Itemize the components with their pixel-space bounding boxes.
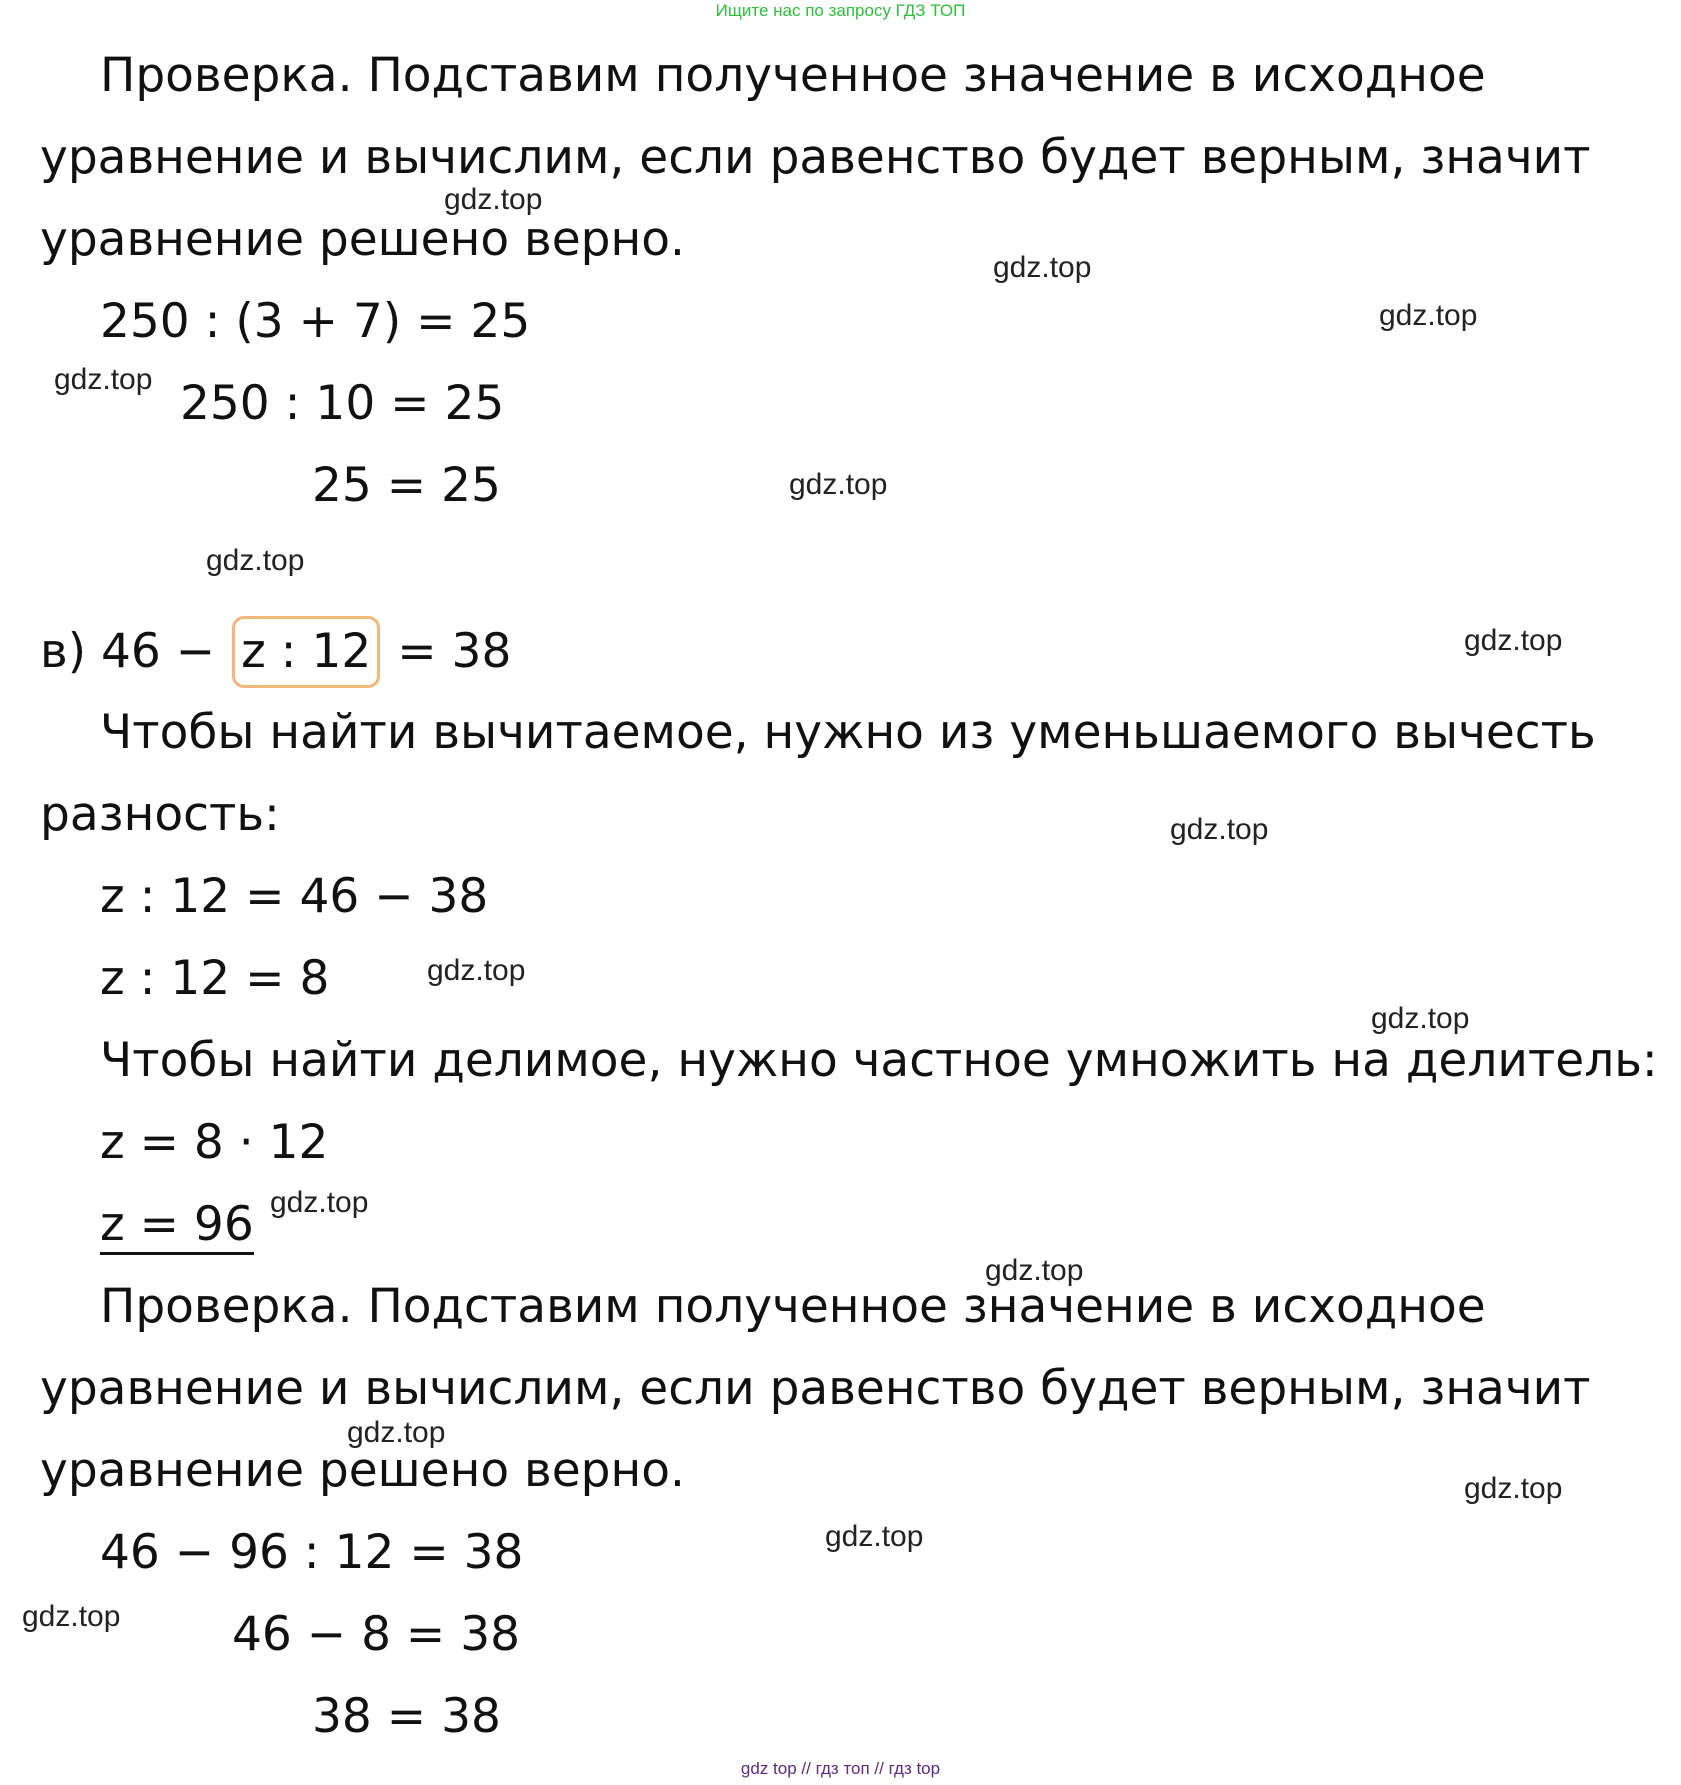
rule-subtrahend-line-2: разность: xyxy=(40,787,280,842)
solution-equation-2: z : 12 = 8 xyxy=(100,951,330,1006)
watermark: gdz.top xyxy=(825,1520,924,1553)
watermark: gdz.top xyxy=(1170,813,1269,846)
equation-v-rest: = 38 xyxy=(397,624,512,679)
check-equation-2: 250 : 10 = 25 xyxy=(180,376,505,431)
watermark: gdz.top xyxy=(985,1254,1084,1287)
equation-v xyxy=(40,622,511,682)
highlighted-subtrahend: z : 12 xyxy=(232,616,380,688)
watermark: gdz.top xyxy=(1464,1472,1563,1505)
watermark: gdz.top xyxy=(206,544,305,577)
check2-text-line-3: уравнение решено верно. xyxy=(40,1443,685,1498)
check2-text-line-2: уравнение и вычислим, если равенство будет верным, значит xyxy=(40,1361,1591,1416)
check-text-line-1: Проверка. Подставим полученное значение в исходное xyxy=(100,48,1486,103)
check-text-line-2: уравнение и вычислим, если равенство будет верным, значит xyxy=(40,130,1591,185)
watermark: gdz.top xyxy=(444,183,543,216)
rule-dividend: Чтобы найти делимое, нужно частное умножить на делитель: xyxy=(100,1033,1658,1088)
check2-text-line-1: Проверка. Подставим полученное значение в исходное xyxy=(100,1279,1486,1334)
watermark: gdz.top xyxy=(22,1600,121,1633)
watermark: gdz.top xyxy=(1371,1002,1470,1035)
check2-equation-3: 38 = 38 xyxy=(312,1689,501,1744)
check-equation-3: 25 = 25 xyxy=(312,458,501,513)
watermark: gdz.top xyxy=(427,954,526,987)
check2-equation-1: 46 − 96 : 12 = 38 xyxy=(100,1525,524,1580)
watermark: gdz.top xyxy=(347,1416,446,1449)
check-equation-1: 250 : (3 + 7) = 25 xyxy=(100,294,531,349)
watermark: gdz.top xyxy=(1464,624,1563,657)
search-hint-header: Ищите нас по запросу ГДЗ ТОП xyxy=(715,1,966,20)
watermark: gdz.top xyxy=(270,1186,369,1219)
solution-equation-3: z = 8 · 12 xyxy=(100,1115,329,1170)
footer-links-text: gdz top // гдз топ // гдз top xyxy=(740,1759,941,1778)
solution-equation-1: z : 12 = 46 − 38 xyxy=(100,869,489,924)
rule-subtrahend-line-1: Чтобы найти вычитаемое, нужно из уменьшаемого вычесть xyxy=(100,705,1596,760)
watermark: gdz.top xyxy=(993,251,1092,284)
watermark: gdz.top xyxy=(54,363,153,396)
answer-value: z = 96 xyxy=(100,1197,254,1255)
equation-v-label: в) 46 − xyxy=(40,624,216,679)
check2-equation-2: 46 − 8 = 38 xyxy=(232,1607,521,1662)
watermark: gdz.top xyxy=(789,468,888,501)
answer-line xyxy=(100,1195,254,1255)
check-text-line-3: уравнение решено верно. xyxy=(40,212,685,267)
watermark: gdz.top xyxy=(1379,299,1478,332)
